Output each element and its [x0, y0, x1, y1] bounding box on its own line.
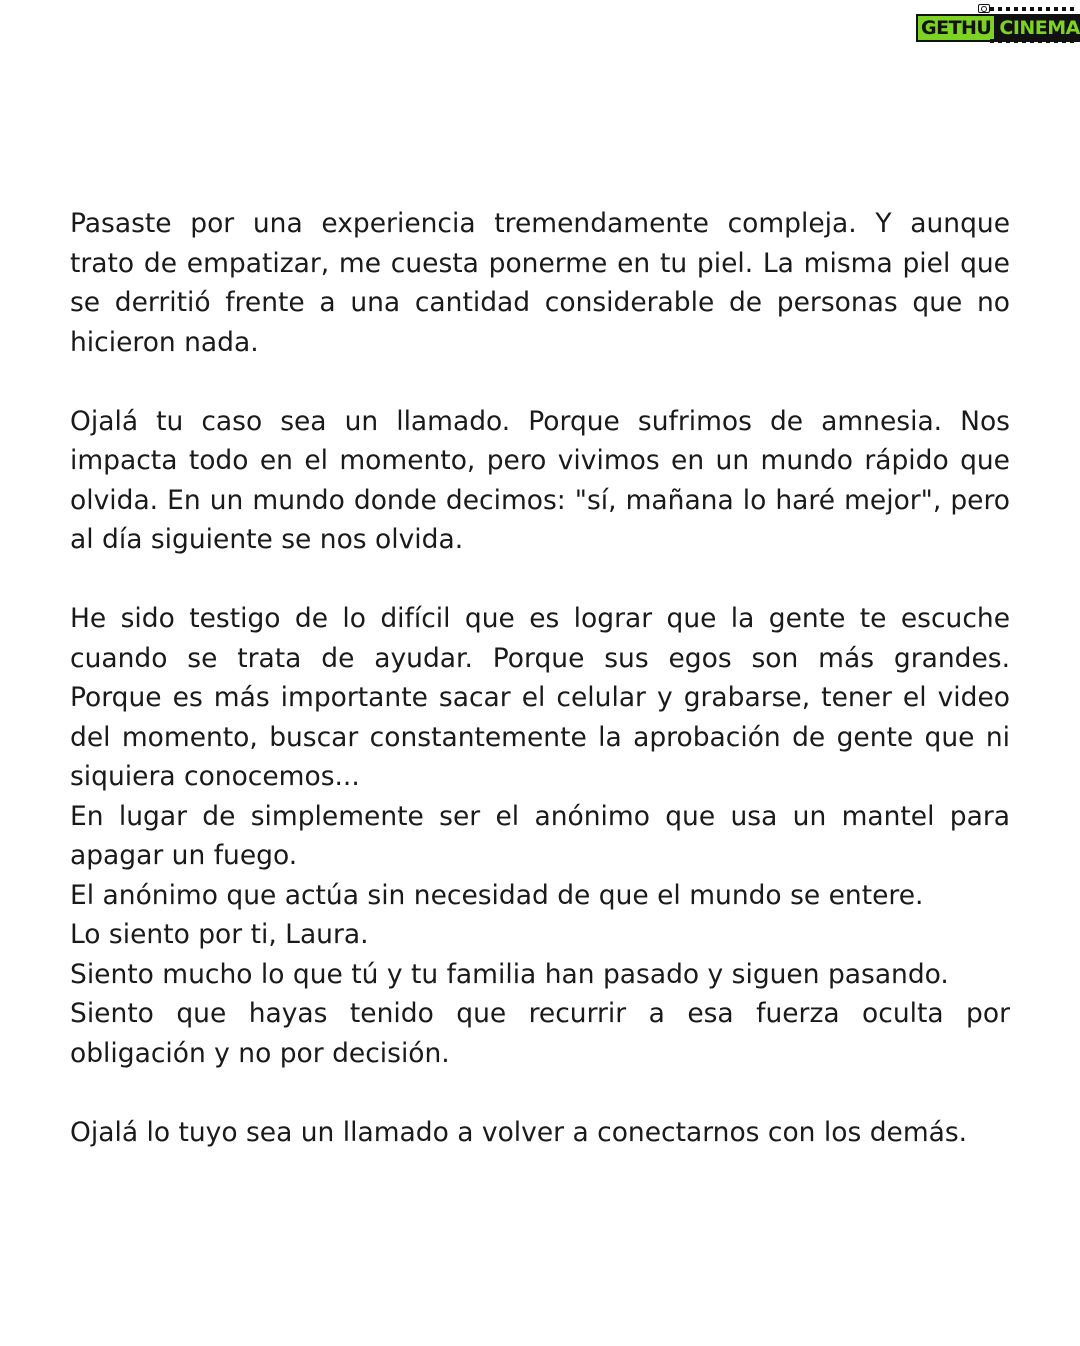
logo-text-right: CINEMA: [994, 14, 1080, 42]
text-line: obligación y no por decisión.: [70, 1037, 450, 1069]
text-line: al día siguiente se nos olvida.: [70, 524, 464, 555]
text-line: siquiera conocemos...: [70, 761, 360, 792]
text-line: El anónimo que actúa sin necesidad de que el mundo se entere.: [70, 879, 924, 911]
paragraph-3: [70, 599, 1010, 1073]
text-line: apagar un fuego.: [70, 840, 298, 871]
logo-wordmark: [916, 14, 1080, 42]
text-line: olvida. En un mundo donde decimos: "sí, mañana lo haré mejor", pero: [70, 484, 1010, 516]
text-line: cuando se trata de ayudar. Porque sus egos son más grandes.: [70, 642, 1010, 674]
text-line: Ojalá tu caso sea un llamado. Porque sufrimos de amnesia. Nos: [70, 405, 1010, 437]
text-line: hicieron nada.: [70, 326, 259, 358]
text-line: En lugar de simplemente ser el anónimo que usa un mantel para: [70, 800, 1010, 832]
paragraph-2: [70, 402, 1010, 560]
film-strip-top: [990, 7, 1078, 11]
camera-icon: [978, 4, 990, 13]
text-line: impacta todo en el momento, pero vivimos en un mundo rápido que: [70, 445, 1010, 476]
text-line: He sido testigo de lo difícil que es lograr que la gente te escuche: [70, 603, 1010, 634]
text-line: trato de empatizar, me cuesta ponerme en tu piel. La misma piel que: [70, 247, 1010, 279]
text-line: Ojalá lo tuyo sea un llamado a volver a conectarnos con los demás.: [70, 1116, 968, 1148]
text-line: se derritió frente a una cantidad considerable de personas que no: [70, 287, 1010, 318]
gethucinema-logo: [916, 4, 1078, 44]
text-line: Porque es más importante sacar el celular y grabarse, tener el video: [70, 682, 1010, 713]
text-line: Siento que hayas tenido que recurrir a esa fuerza oculta por: [70, 998, 1010, 1029]
film-strip-bottom: [990, 39, 1078, 43]
text-line: del momento, buscar constantemente la aprobación de gente que ni: [70, 721, 1010, 753]
text-line: Lo siento por ti, Laura.: [70, 919, 369, 950]
logo-text-left: GETHU: [916, 14, 994, 42]
text-line: Siento mucho lo que tú y tu familia han pasado y siguen pasando.: [70, 958, 949, 990]
letter-body: [70, 204, 1010, 1192]
text-line: Pasaste por una experiencia tremendamente compleja. Y aunque: [70, 208, 1010, 239]
paragraph-1: [70, 204, 1010, 362]
paragraph-4: [70, 1113, 1010, 1153]
